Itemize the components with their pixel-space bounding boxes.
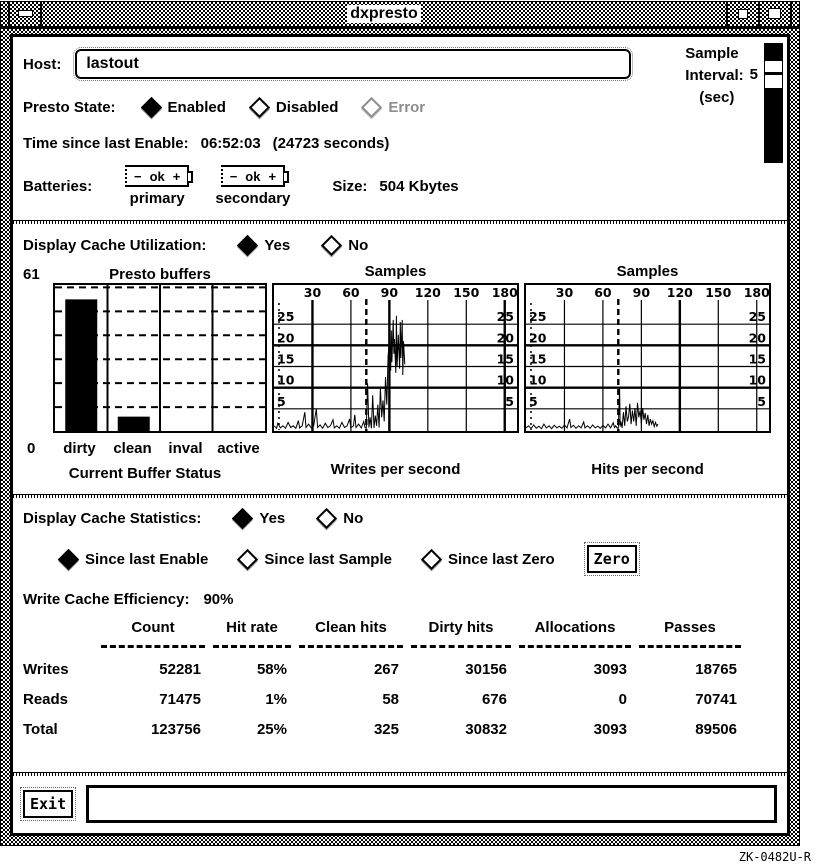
reads-passes: 70741 — [695, 691, 737, 708]
presto-state-label: Presto State: — [23, 98, 116, 116]
cache-utilization-label: Display Cache Utilization: — [23, 236, 207, 254]
svg-text:90: 90 — [632, 285, 651, 300]
reads-clean-hits: 58 — [382, 691, 399, 708]
writes-clean-hits: 267 — [373, 661, 399, 678]
radio-diamond-icon — [321, 234, 342, 255]
time-since-label: Time since last Enable: — [23, 134, 189, 152]
svg-text:90: 90 — [380, 285, 399, 300]
svg-text:10: 10 — [748, 372, 766, 388]
separator — [13, 220, 787, 224]
radio-diamond-icon — [140, 96, 161, 117]
total-passes: 89506 — [695, 721, 737, 738]
row-label-total: Total — [23, 721, 58, 738]
time-since-value: 06:52:03 — [200, 134, 261, 152]
message-field[interactable] — [86, 785, 777, 823]
svg-text:5: 5 — [757, 393, 766, 409]
svg-text:25: 25 — [277, 309, 295, 325]
battery-icon-primary: − ok + — [125, 165, 189, 187]
radio-diamond-icon — [421, 548, 442, 569]
buffer-status-chart-column — [23, 261, 267, 485]
sample-interval-slider-thumb[interactable] — [765, 59, 782, 90]
efficiency-label: Write Cache Efficiency: — [23, 590, 190, 608]
svg-text:120: 120 — [414, 285, 441, 300]
svg-text:5: 5 — [529, 393, 538, 409]
window-menu-button[interactable] — [8, 2, 42, 26]
svg-text:5: 5 — [505, 393, 514, 409]
cache-statistics-label: Display Cache Statistics: — [23, 509, 202, 527]
host-label: Host: — [23, 55, 62, 73]
bar-chart-ymax-label: 61 — [23, 266, 40, 283]
writes-per-second-chart — [272, 283, 519, 433]
svg-text:25: 25 — [748, 309, 766, 325]
col-header-count: Count — [97, 619, 209, 648]
svg-text:10: 10 — [529, 372, 547, 388]
efficiency-value: 90% — [203, 590, 234, 608]
writes-passes: 18765 — [695, 661, 737, 678]
radio-diamond-icon — [316, 507, 337, 528]
col-header-clean-hits: Clean hits — [295, 619, 407, 648]
charts-section — [23, 261, 777, 485]
reads-dirty-hits: 676 — [481, 691, 507, 708]
svg-text:10: 10 — [496, 372, 514, 388]
radio-enabled[interactable]: Enabled — [144, 99, 226, 116]
writes-allocations: 3093 — [593, 661, 627, 678]
radio-disabled[interactable]: Disabled — [252, 99, 339, 116]
exit-button[interactable]: Exit — [23, 790, 73, 818]
bar-chart-title: Presto buffers — [109, 266, 211, 283]
svg-text:20: 20 — [496, 330, 514, 346]
svg-text:20: 20 — [748, 330, 766, 346]
buffer-status-chart — [53, 283, 267, 433]
shrink-to-icon-icon — [738, 9, 748, 19]
radio-diamond-icon — [237, 234, 258, 255]
svg-text:5: 5 — [277, 393, 286, 409]
svg-text:20: 20 — [277, 330, 295, 346]
batteries-row — [23, 161, 777, 211]
battery-icon-secondary: − ok + — [221, 165, 285, 187]
separator — [13, 772, 787, 776]
bar-chart-ymin-label: 0 — [27, 439, 36, 457]
svg-text:10: 10 — [277, 372, 295, 388]
reads-hit-rate: 1% — [265, 691, 287, 708]
reads-allocations: 0 — [618, 691, 627, 708]
svg-text:180: 180 — [491, 285, 518, 300]
zero-button[interactable]: Zero — [587, 545, 637, 573]
row-label-writes: Writes — [23, 661, 69, 678]
total-clean-hits: 325 — [373, 721, 399, 738]
hits-chart-column — [524, 261, 771, 481]
svg-text:15: 15 — [496, 351, 514, 367]
size-label: Size: — [332, 177, 368, 195]
cache-statistics-row — [23, 506, 777, 530]
radio-since-last-sample[interactable]: Since last Sample — [240, 551, 392, 568]
titlebar-title-area — [42, 2, 726, 26]
writes-chart-title: Samples — [364, 263, 427, 280]
total-allocations: 3093 — [593, 721, 627, 738]
total-count: 123756 — [150, 721, 201, 738]
svg-text:120: 120 — [666, 285, 693, 300]
presto-state-row — [23, 95, 777, 119]
col-header-dirty-hits: Dirty hits — [407, 619, 515, 648]
secondary-battery-group — [215, 165, 290, 207]
radio-diamond-icon — [361, 96, 382, 117]
figure-label: ZK-0482U-R — [738, 850, 811, 864]
reads-count: 71475 — [159, 691, 201, 708]
bar-chart-caption: Current Buffer Status — [68, 465, 222, 482]
statistics-mode-row — [23, 543, 777, 575]
writes-chart-column — [272, 261, 519, 481]
writes-count: 52281 — [159, 661, 201, 678]
sample-interval-slider[interactable] — [764, 43, 783, 163]
hits-per-second-chart — [524, 283, 771, 433]
window-frame — [1, 29, 799, 845]
window-shrink-button[interactable] — [726, 2, 758, 26]
radio-diamond-icon — [249, 96, 270, 117]
svg-text:25: 25 — [496, 309, 514, 325]
bar-chart-categories: 0 dirty clean inval active — [27, 439, 260, 457]
svg-text:15: 15 — [529, 351, 547, 367]
writes-hit-rate: 58% — [256, 661, 287, 678]
size-value: 504 Kbytes — [379, 177, 459, 195]
batteries-label: Batteries: — [23, 177, 93, 195]
window-menu-icon — [18, 10, 33, 17]
radio-error: Error — [364, 99, 425, 116]
radio-diamond-icon — [232, 507, 253, 528]
cache-utilization-row — [23, 233, 777, 257]
radio-diamond-icon — [237, 548, 258, 569]
svg-text:15: 15 — [748, 351, 766, 367]
svg-text:150: 150 — [453, 285, 480, 300]
radio-utilization-no[interactable]: No — [324, 237, 368, 254]
col-header-allocations: Allocations — [515, 619, 635, 648]
svg-text:30: 30 — [303, 285, 322, 300]
primary-battery-caption: primary — [129, 190, 185, 207]
efficiency-row — [23, 587, 777, 611]
svg-text:30: 30 — [555, 285, 574, 300]
hits-chart-caption: Hits per second — [591, 461, 704, 478]
hits-chart-title: Samples — [616, 263, 679, 280]
svg-text:150: 150 — [705, 285, 732, 300]
radio-statistics-yes[interactable]: Yes — [235, 510, 285, 527]
separator — [13, 494, 787, 498]
main-panel — [10, 34, 790, 836]
sample-interval-block — [685, 43, 783, 163]
radio-utilization-yes[interactable]: Yes — [240, 237, 290, 254]
svg-text:60: 60 — [594, 285, 612, 300]
svg-text:180: 180 — [743, 285, 770, 300]
window-titlebar[interactable] — [1, 2, 799, 29]
row-label-reads: Reads — [23, 691, 69, 708]
total-dirty-hits: 30832 — [465, 721, 507, 738]
svg-text:25: 25 — [529, 309, 547, 325]
secondary-battery-caption: secondary — [215, 190, 291, 207]
radio-since-last-enable[interactable]: Since last Enable — [61, 551, 208, 568]
writes-chart-caption: Writes per second — [330, 461, 461, 478]
time-since-seconds: (24723 seconds) — [272, 134, 390, 152]
svg-text:60: 60 — [342, 285, 360, 300]
sample-interval-value: 5 — [749, 66, 758, 83]
col-header-hit-rate: Hit rate — [209, 619, 295, 648]
writes-dirty-hits: 30156 — [465, 661, 507, 678]
svg-text:20: 20 — [529, 330, 547, 346]
radio-statistics-no[interactable]: No — [319, 510, 363, 527]
col-header-passes: Passes — [635, 619, 745, 648]
sample-interval-label: Sample Interval: (sec) — [685, 45, 744, 106]
svg-text:15: 15 — [277, 351, 295, 367]
resize-icon — [768, 8, 781, 19]
primary-battery-group — [125, 165, 189, 207]
dxpresto-window — [0, 1, 800, 846]
host-input[interactable] — [75, 49, 631, 79]
time-since-row — [23, 131, 777, 155]
window-resize-button[interactable] — [758, 2, 792, 26]
host-row — [23, 45, 777, 83]
total-hit-rate: 25% — [256, 721, 287, 738]
radio-diamond-icon — [58, 548, 79, 569]
footer — [23, 783, 777, 825]
radio-since-last-zero[interactable]: Since last Zero — [424, 551, 555, 568]
cache-statistics-table — [23, 619, 777, 738]
window-title: dxpresto — [347, 5, 421, 23]
